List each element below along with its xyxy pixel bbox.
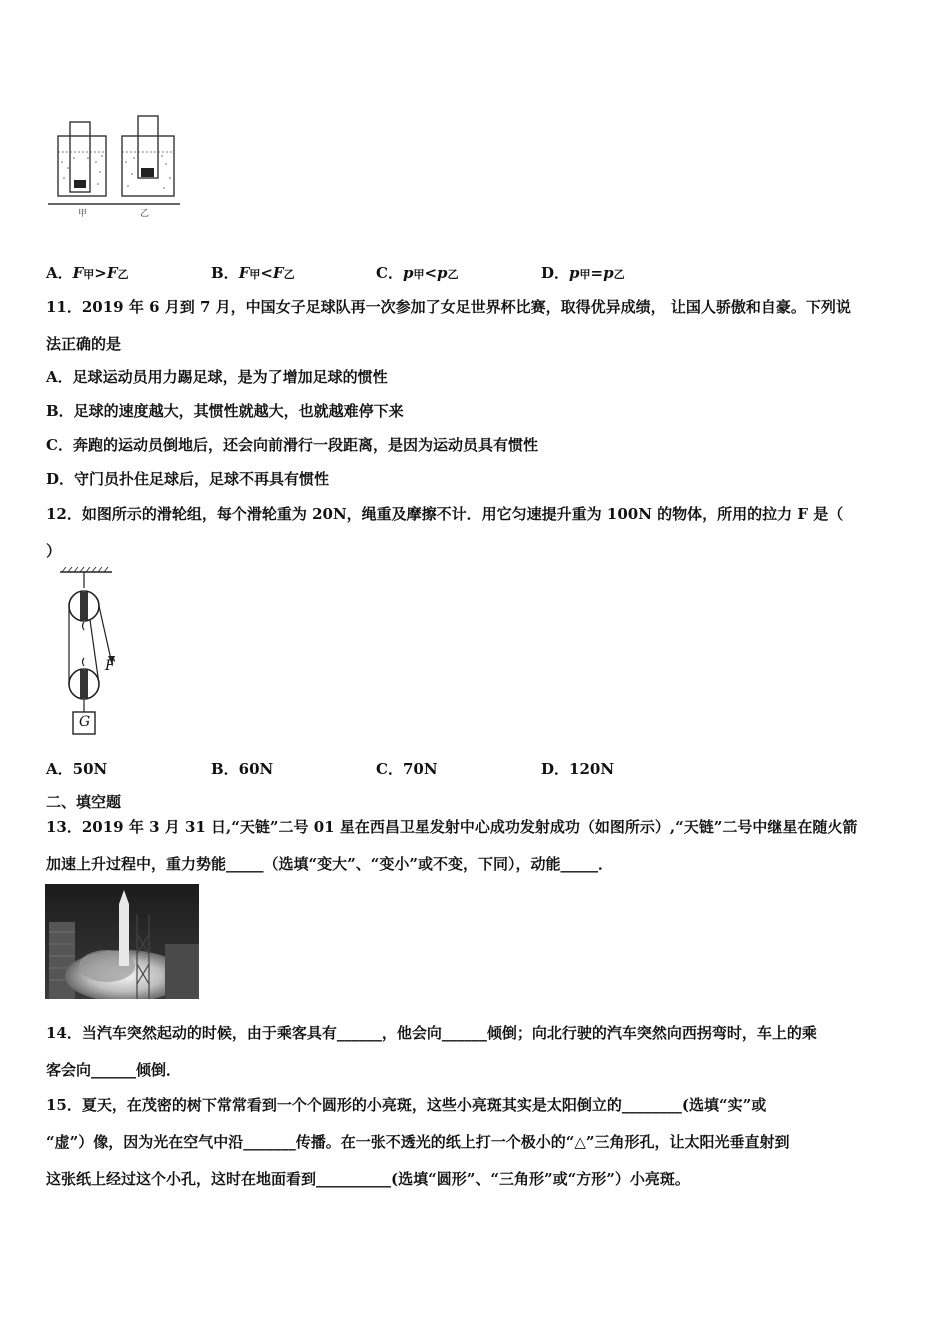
q14-line2: 客会向______倾倒． [46,1061,182,1079]
q11-option-a[interactable]: A．足球运动员用力踢足球，是为了增加足球的惯性 [46,368,388,386]
q15-line3: 这张纸上经过这个小孔，这时在地面看到__________(选填“圆形”、“三角形”或“方形”）小亮斑。 [46,1170,690,1188]
q10-option-b[interactable]: B．F甲<F乙 [211,264,295,282]
q10-option-c[interactable]: C．p甲<p乙 [376,264,459,282]
q11-stem-line1: 11．2019 年 6 月到 7 月，中国女子足球队再一次参加了女足世界杯比赛，取得优异成绩， 让国人骄傲和自豪。下列说 [46,298,851,316]
q11-option-d[interactable]: D．守门员扑住足球后，足球不再具有惯性 [46,470,330,488]
pulley-figure [56,566,126,738]
q12-option-d[interactable]: D．120N [541,760,615,778]
q12-option-c[interactable]: C．70N [376,760,438,778]
beaker-label-jia: 甲 [78,209,88,219]
pulley-force-label: F [105,658,115,674]
q12-stem-line1: 12．如图所示的滑轮组，每个滑轮重为 20N，绳重及摩擦不计．用它匀速提升重为 100N 的物体，所用的拉力 F 是（ [46,505,844,523]
beaker-label-yi: 乙 [140,209,150,219]
q15-line1: 15．夏天，在茂密的树下常常看到一个个圆形的小亮斑，这些小亮斑其实是太阳倒立的________(选填“实”或 [46,1096,767,1114]
q14-line1: 14．当汽车突然起动的时候，由于乘客具有______，他会向______倾倒；向北行驶的汽车突然向西拐弯时，车上的乘 [46,1024,817,1042]
q15-line2: “虚”）像，因为光在空气中沿_______传播。在一张不透光的纸上打一个极小的“△”三角形孔，让太阳光垂直射到 [46,1133,790,1151]
q10-option-a[interactable]: A．F甲>F乙 [46,264,129,282]
q11-option-b[interactable]: B．足球的速度越大，其惯性就越大，也就越难停下来 [46,402,404,420]
rocket-launch-photo [45,884,199,999]
q11-option-c[interactable]: C．奔跑的运动员倒地后，还会向前滑行一段距离，是因为运动员具有惯性 [46,436,538,454]
section-title: 二、填空题 [46,793,122,811]
pulley-weight-label: G [79,714,91,730]
q13-stem-line2: 加速上升过程中，重力势能_____（选填“变大”、“变小”或不变，下同），动能_____． [46,855,614,873]
q13-stem-line1: 13．2019 年 3 月 31 日,“天链”二号 01 星在西昌卫星发射中心成功发射成功（如图所示）,“天链”二号中继星在随火箭 [46,818,858,836]
q12-stem-line2: ） [46,542,62,560]
q12-option-a[interactable]: A．50N [46,760,108,778]
q12-option-b[interactable]: B．60N [211,760,274,778]
beakers-figure [44,112,184,220]
q10-option-d[interactable]: D．p甲=p乙 [541,264,625,282]
q11-stem-line2: 法正确的是 [46,335,122,353]
